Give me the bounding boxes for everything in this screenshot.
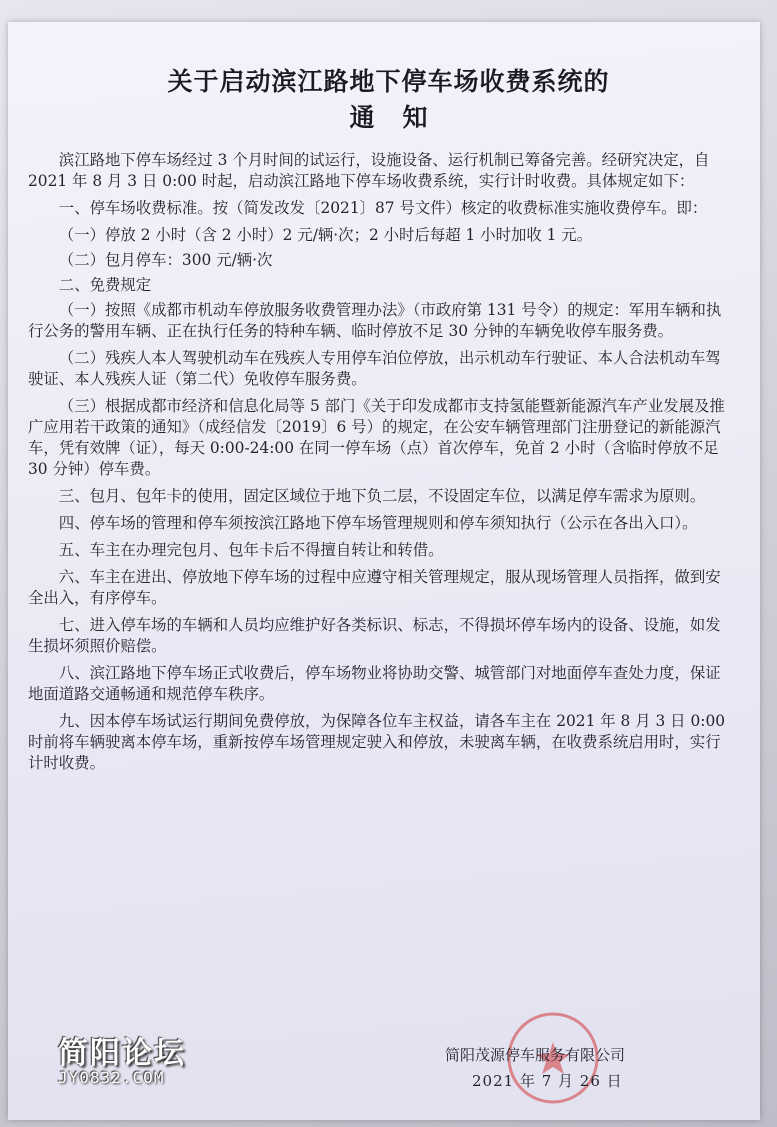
paragraph-fee-standard: 一、停车场收费标准。按（简发改发〔2021〕87 号文件）核定的收费标准实施收费停车。即： [58,199,708,217]
paragraph-item-9: 九、因本停车场试运行期间免费停放，为保障各位车主权益，请各车主在 2021 年 8 月 3 日 0:00 时前将车辆驶离本停车场，重新按停车场管理规定驶入和停放，未驶离车辆，在收费系统启用时，实行计时收费。 [28,712,726,772]
paragraph-free-3: （三）根据成都市经济和信息化局等 5 部门《关于印发成都市支持氢能暨新能源汽车产业发展及推广应用若干政策的通知》（成经信发〔2019〕6 号）的规定，在公安车辆管理部门注册登记的新能源汽车，凭有效牌（证），每天 0:00-24:00 在同一停车场（点）首次停车，免首 2 小时（含临时停放不足 30 分钟）停车费。 [28,397,725,478]
paragraph-free-1: （一）按照《成都市机动车停放服务收费管理办法》（市政府第 131 号令）的规定：军用车辆和执行公务的警用车辆、正在执行任务的特种车辆、临时停放不足 30 分钟的车辆免收停车服务费。 [28,301,722,340]
paragraph-item-7: 七、进入停车场的车辆和人员均应维护好各类标识、标志，不得损坏停车场内的设备、设施，如发生损坏须照价赔偿。 [28,616,721,655]
watermark-url: JY0832.COM [58,1068,165,1087]
paragraph-item-5: 五、车主在办理完包月、包年卡后不得擅自转让和转借。 [58,541,444,559]
notice-title: 关于启动滨江路地下停车场收费系统的 [167,67,610,96]
paragraph-free-heading: 二、免费规定 [58,276,152,294]
watermark-site-name: 简阳论坛 [58,1036,186,1071]
paragraph-item-8: 八、滨江路地下停车场正式收费后，停车场物业将协助交警、城管部门对地面停车查处力度，保证地面道路交通畅通和规范停车秩序。 [28,664,721,703]
paragraph-fee-hourly: （一）停放 2 小时（含 2 小时）2 元/辆·次；2 小时后每超 1 小时加收 1 元。 [58,226,593,244]
notice-title-tongzhi: 通知 [349,103,456,132]
issue-date: 2021 年 7 月 26 日 [472,1072,623,1090]
paragraph-item-4: 四、停车场的管理和停车须按滨江路地下停车场管理规则和停车须知执行（公示在各出入口）。 [58,514,698,532]
notice-body [28,150,728,780]
paragraph-item-3: 三、包月、包年卡的使用，固定区域位于地下负二层，不设固定车位，以满足停车需求为原则。 [58,487,706,505]
paragraph-free-2: （二）残疾人本人驾驶机动车在残疾人专用停车泊位停放，出示机动车行驶证、本人合法机动车驾驶证、本人残疾人证（第二代）免收停车服务费。 [28,349,721,388]
paragraph-intro: 滨江路地下停车场经过 3 个月时间的试运行，设施设备、运行机制已筹备完善。经研究决定，自 2021 年 8 月 3 日 0:00 时起，启动滨江路地下停车场收费系统，实行计时收费。具体规定如下： [28,151,710,190]
paragraph-item-6: 六、车主在进出、停放地下停车场的过程中应遵守相关管理规定，服从现场管理人员指挥，做到安全出入，有序停车。 [28,568,721,607]
issuer-company: 简阳茂源停车服务有限公司 [445,1046,626,1064]
paragraph-fee-monthly: （二）包月停车：300 元/辆·次 [58,251,273,269]
